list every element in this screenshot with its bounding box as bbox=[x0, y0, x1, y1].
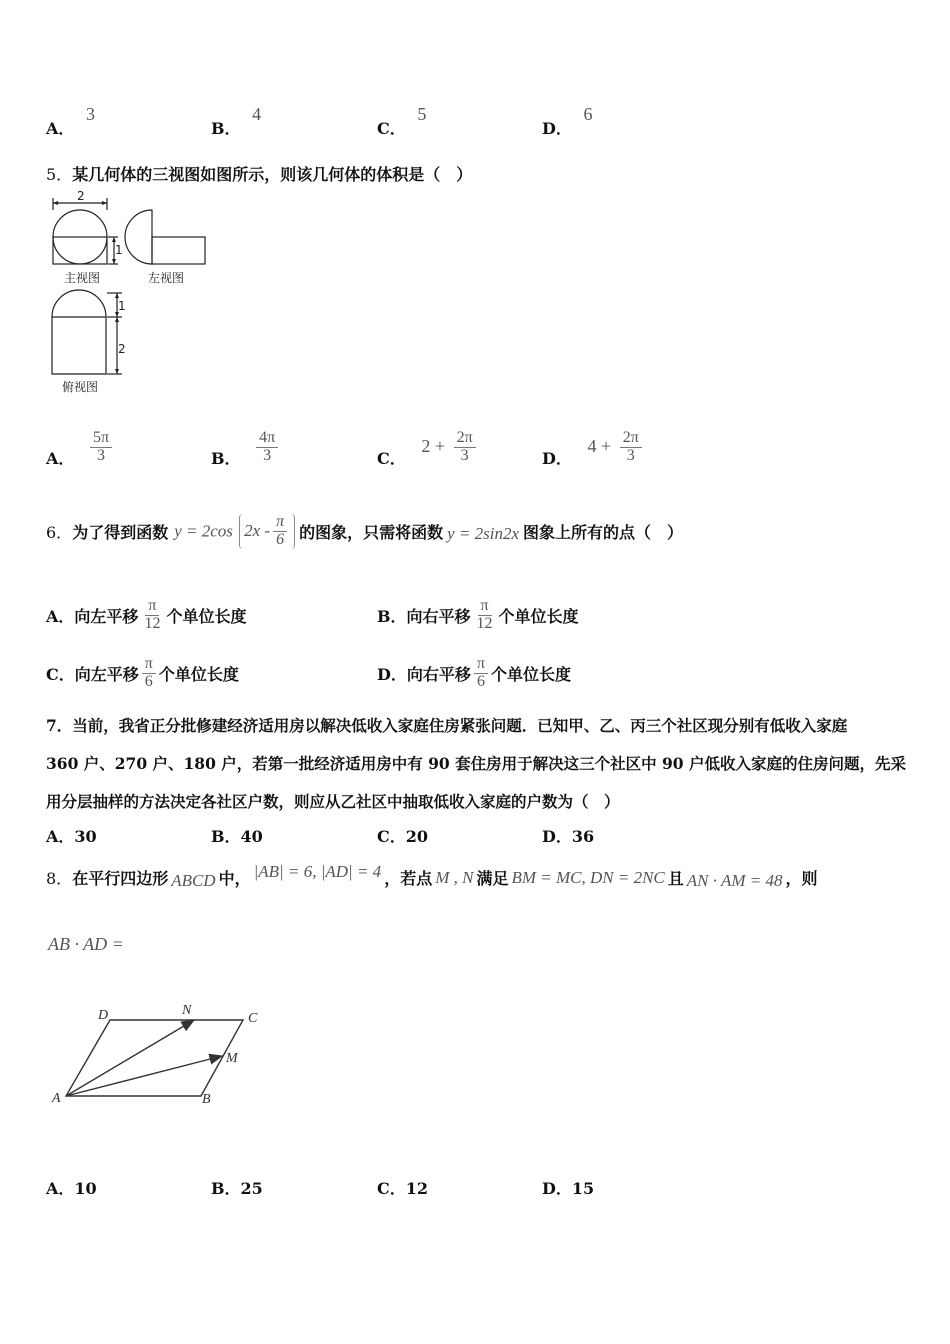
front-view-label: 主视图 bbox=[64, 271, 101, 285]
q7-option-a[interactable]: A．30 bbox=[46, 827, 97, 846]
q6-option-b[interactable]: B． 向右平移 $\frac{\pi}{12}$ 个单位长度 bbox=[377, 597, 579, 632]
q7-option-d[interactable]: D．36 bbox=[542, 827, 595, 846]
point-d-label: D bbox=[98, 1008, 109, 1023]
q8-option-b[interactable]: B．25 bbox=[211, 1179, 263, 1198]
side-view-semicircle bbox=[125, 210, 152, 264]
q8-ask: AB · AD = bbox=[48, 934, 124, 954]
q8-stem: 8． 在平行四边形 ABCD 中， |AB| = 6, |AD| = 4 ，若点 M , N 满足 BM = MC, DN = 2NC 且 AN · AM = 48 ，则 bbox=[46, 861, 818, 890]
top-view-label: 俯视图 bbox=[62, 380, 99, 394]
q6-source-function: y = 2sin2x bbox=[447, 524, 520, 544]
dim-width-label: 2 bbox=[77, 190, 85, 203]
point-b-label: B bbox=[202, 1092, 211, 1107]
top-view-shape bbox=[52, 290, 106, 374]
vector-an bbox=[66, 1020, 194, 1096]
q4-option-d[interactable]: D． 6 bbox=[542, 104, 593, 138]
q8-option-c[interactable]: C．12 bbox=[377, 1179, 429, 1198]
point-c-label: C bbox=[248, 1011, 258, 1026]
side-view-label: 左视图 bbox=[148, 271, 185, 285]
q4-option-a[interactable]: A． 3 bbox=[46, 104, 95, 138]
q8-parallelogram-figure bbox=[46, 998, 276, 1113]
q5-option-b[interactable]: B． $\frac{4\pi}{3}$ bbox=[211, 430, 281, 465]
dim-top-b-label: 2 bbox=[118, 342, 126, 356]
dim-front-height-label: 1 bbox=[115, 243, 123, 257]
point-n-label: N bbox=[182, 1003, 192, 1018]
point-m-label: M bbox=[226, 1051, 238, 1066]
front-view-rect bbox=[53, 237, 107, 264]
point-a-label: A bbox=[52, 1091, 61, 1106]
q7-option-c[interactable]: C．20 bbox=[377, 827, 429, 846]
q5-option-c[interactable]: C． 2 + $\frac{2\pi}{3}$ bbox=[377, 430, 479, 465]
q7-line-3: 用分层抽样的方法决定各社区户数，则应从乙社区中抽取低收入家庭的户数为（ ） bbox=[46, 792, 620, 811]
q4-option-b[interactable]: B． 4 bbox=[211, 104, 262, 138]
dim-top-a-label: 1 bbox=[118, 299, 126, 313]
q8-option-a[interactable]: A．10 bbox=[46, 1179, 97, 1198]
q6-stem: 6． 为了得到函数 y = 2cos 2x - $\frac{\pi}{6}$ 的图象，只需将函数 y = 2sin2x 图象上所有的点（ ） bbox=[46, 513, 684, 548]
q5-option-a[interactable]: A． $\frac{5\pi}{3}$ bbox=[46, 430, 115, 465]
q8-option-d[interactable]: D．15 bbox=[542, 1179, 595, 1198]
q4-option-c[interactable]: C． 5 bbox=[377, 104, 427, 138]
q7-line-2: 360 户、270 户、180 户，若第一批经济适用房中有 90 套住房用于解决这三个社区中 90 户低收入家庭的住房问题，先采 bbox=[46, 754, 906, 773]
q7-option-b[interactable]: B．40 bbox=[211, 827, 263, 846]
q6-option-a[interactable]: A． 向左平移 $\frac{\pi}{12}$ 个单位长度 bbox=[46, 597, 247, 632]
q6-option-d[interactable]: D． 向右平移 $\frac{\pi}{6}$ 个单位长度 bbox=[377, 655, 571, 690]
q6-target-function: y = 2cos 2x - $\frac{\pi}{6}$ bbox=[174, 514, 295, 549]
q5-option-d[interactable]: D． 4 + $\frac{2\pi}{3}$ bbox=[542, 430, 645, 465]
q6-option-c[interactable]: C． 向左平移 $\frac{\pi}{6}$ 个单位长度 bbox=[46, 655, 239, 690]
vector-am bbox=[66, 1056, 222, 1096]
side-view-rect bbox=[152, 237, 205, 264]
q7-line-1: 7．当前，我省正分批修建经济适用房以解决低收入家庭住房紧张问题．已知甲、乙、丙三个社区现分别有低收入家庭 bbox=[46, 716, 848, 735]
q5-stem: 5．某几何体的三视图如图所示，则该几何体的体积是（ ） bbox=[46, 165, 473, 184]
q5-three-view-figure bbox=[44, 190, 224, 400]
